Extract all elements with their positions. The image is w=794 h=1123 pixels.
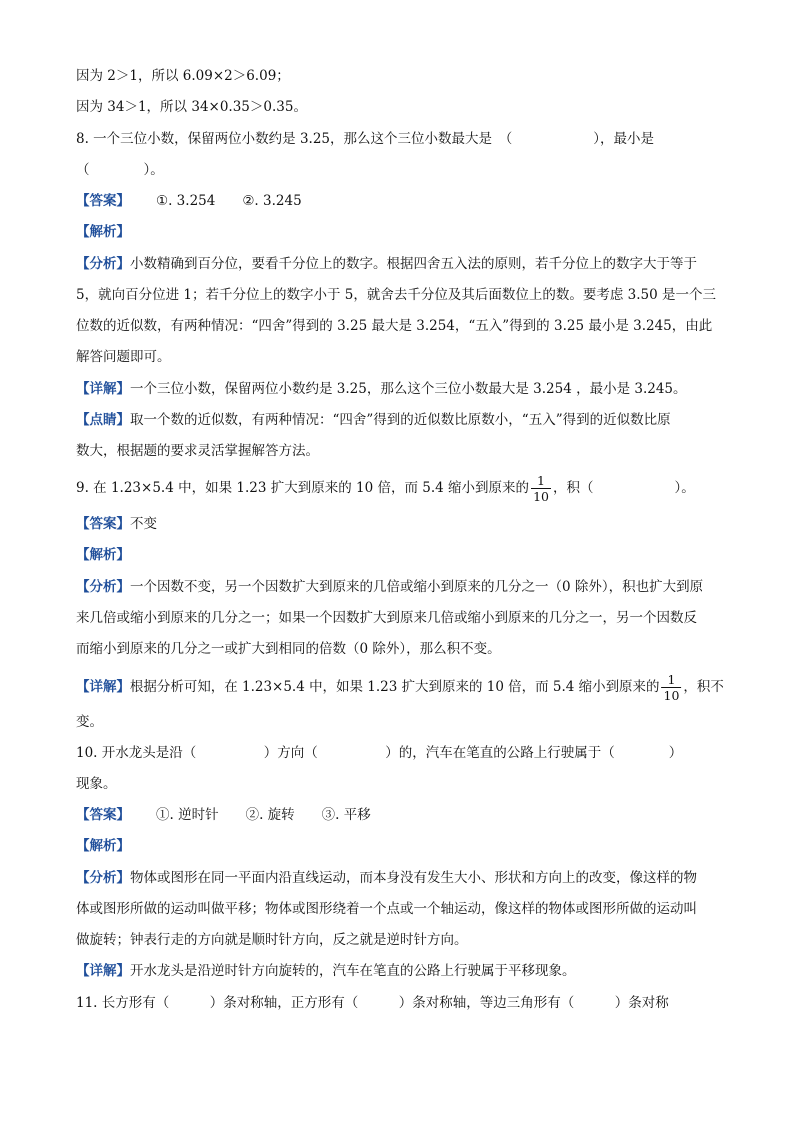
analysis-line: 体或图形所做的运动叫做平移；物体或图形绕着一个点或一个轴运动，像这样的物体或图形所做的运动叫 [76,901,697,917]
analysis-tag: 【分析】 [76,256,130,272]
fraction [531,473,551,504]
answer-tag: 【答案】 [76,516,130,532]
detail-line [76,379,687,399]
detail-tag: 【详解】 [76,963,130,979]
answer-tag: 【答案】 [76,807,130,823]
analysis-line [76,577,703,597]
analysis-tag: 【分析】 [76,870,130,886]
text-line: 因为 34＞1，所以 34×0.35＞0.35。 [76,99,307,115]
fraction-numerator: 1 [667,672,676,687]
tip-line [76,410,671,430]
analysis-line: 而缩小到原来的几分之一或扩大到相同的倍数（0 除外），那么积不变。 [76,641,501,657]
question-10-cont: 现象。 [76,776,117,792]
detail-line: 变。 [76,714,103,730]
question-8: 8. 一个三位小数，保留两位小数约是 3.25，那么这个三位小数最大是 （ ），最小是 [76,131,655,147]
question-text: 9. 在 1.23×5.4 中，如果 1.23 扩大到原来的 10 倍，而 5.4 缩小到原来的 [76,480,530,496]
analysis-line: 做旋转；钟表行走的方向就是顺时针方向，反之就是逆时针方向。 [76,932,468,948]
analysis-line: 来几倍或缩小到原来的几分之一；如果一个因数扩大到原来几倍或缩小到原来的几分之一，另一个因数反 [76,610,697,626]
analysis-line: 解答问题即可。 [76,349,171,365]
fraction-numerator: 1 [537,473,545,488]
analysis-line [76,254,697,274]
fraction-denominator: 10 [533,489,549,504]
answer-row [76,805,371,825]
detail-text: 一个三位小数，保留两位小数约是 3.25，那么这个三位小数最大是 3.254 ，最小是 3.245。 [130,381,687,397]
answer-text: ①. 逆时针 ②. 旋转 ③. 平移 [156,807,371,823]
answer-row [76,191,302,211]
tip-tag: 【点睛】 [76,412,130,428]
analysis-heading: 【解析】 [76,547,130,563]
analysis-heading: 【解析】 [76,838,130,854]
question-8-cont: （ ）。 [76,162,164,178]
detail-line [76,961,576,981]
analysis-text: 小数精确到百分位，要看千分位上的数字。根据四舍五入法的原则，若千分位上的数字大于等于 [130,256,697,272]
question-10: 10. 开水龙头是沿（ ）方向（ ）的，汽车在笔直的公路上行驶属于（ ） [76,745,683,761]
tip-line: 数大，根据题的要求灵活掌握解答方法。 [76,443,319,459]
question-9 [76,466,695,510]
text-line: 因为 2＞1，所以 6.09×2＞6.09； [76,68,290,84]
fraction-denominator: 10 [663,688,680,703]
detail-text: 根据分析可知，在 1.23×5.4 中，如果 1.23 扩大到原来的 10 倍，而 5.4 缩小到原来的 [129,679,660,695]
detail-text: 开水龙头是沿逆时针方向旋转的，汽车在笔直的公路上行驶属于平移现象。 [130,963,576,979]
detail-line [76,665,724,709]
answer-tag: 【答案】 [76,193,130,209]
analysis-line: 位数的近似数，有两种情况：“四舍”得到的 3.25 最大是 3.254，“五入”得到的 3.25 最小是 3.245，由此 [76,318,713,334]
answer-text: ①. 3.254 ②. 3.245 [156,193,302,209]
detail-text: ，积不 [683,679,724,695]
answer-row [76,514,157,534]
question-text: ，积（ ）。 [552,480,695,496]
analysis-text: 一个因数不变，另一个因数扩大到原来的几倍或缩小到原来的几分之一（0 除外），积也扩大到原 [130,579,704,595]
fraction [662,672,682,703]
analysis-line: 5，就向百分位进 1；若千分位上的数字小于 5，就舍去千分位及其后面数位上的数。要考虑 3.50 是一个三 [76,287,716,303]
analysis-text: 物体或图形在同一平面内沿直线运动，而本身没有发生大小、形状和方向上的改变，像这样的物 [130,870,697,886]
tip-text: 取一个数的近似数，有两种情况：“四舍”得到的近似数比原数小，“五入”得到的近似数比原 [130,412,671,428]
detail-tag: 【详解】 [76,381,130,397]
analysis-line [76,868,697,888]
detail-tag: 【详解】 [76,679,130,695]
analysis-tag: 【分析】 [76,579,130,595]
analysis-heading: 【解析】 [76,224,130,240]
answer-text: 不变 [130,516,157,532]
question-11: 11. 长方形有（ ）条对称轴，正方形有（ ）条对称轴，等边三角形有（ ）条对称 [76,995,669,1011]
